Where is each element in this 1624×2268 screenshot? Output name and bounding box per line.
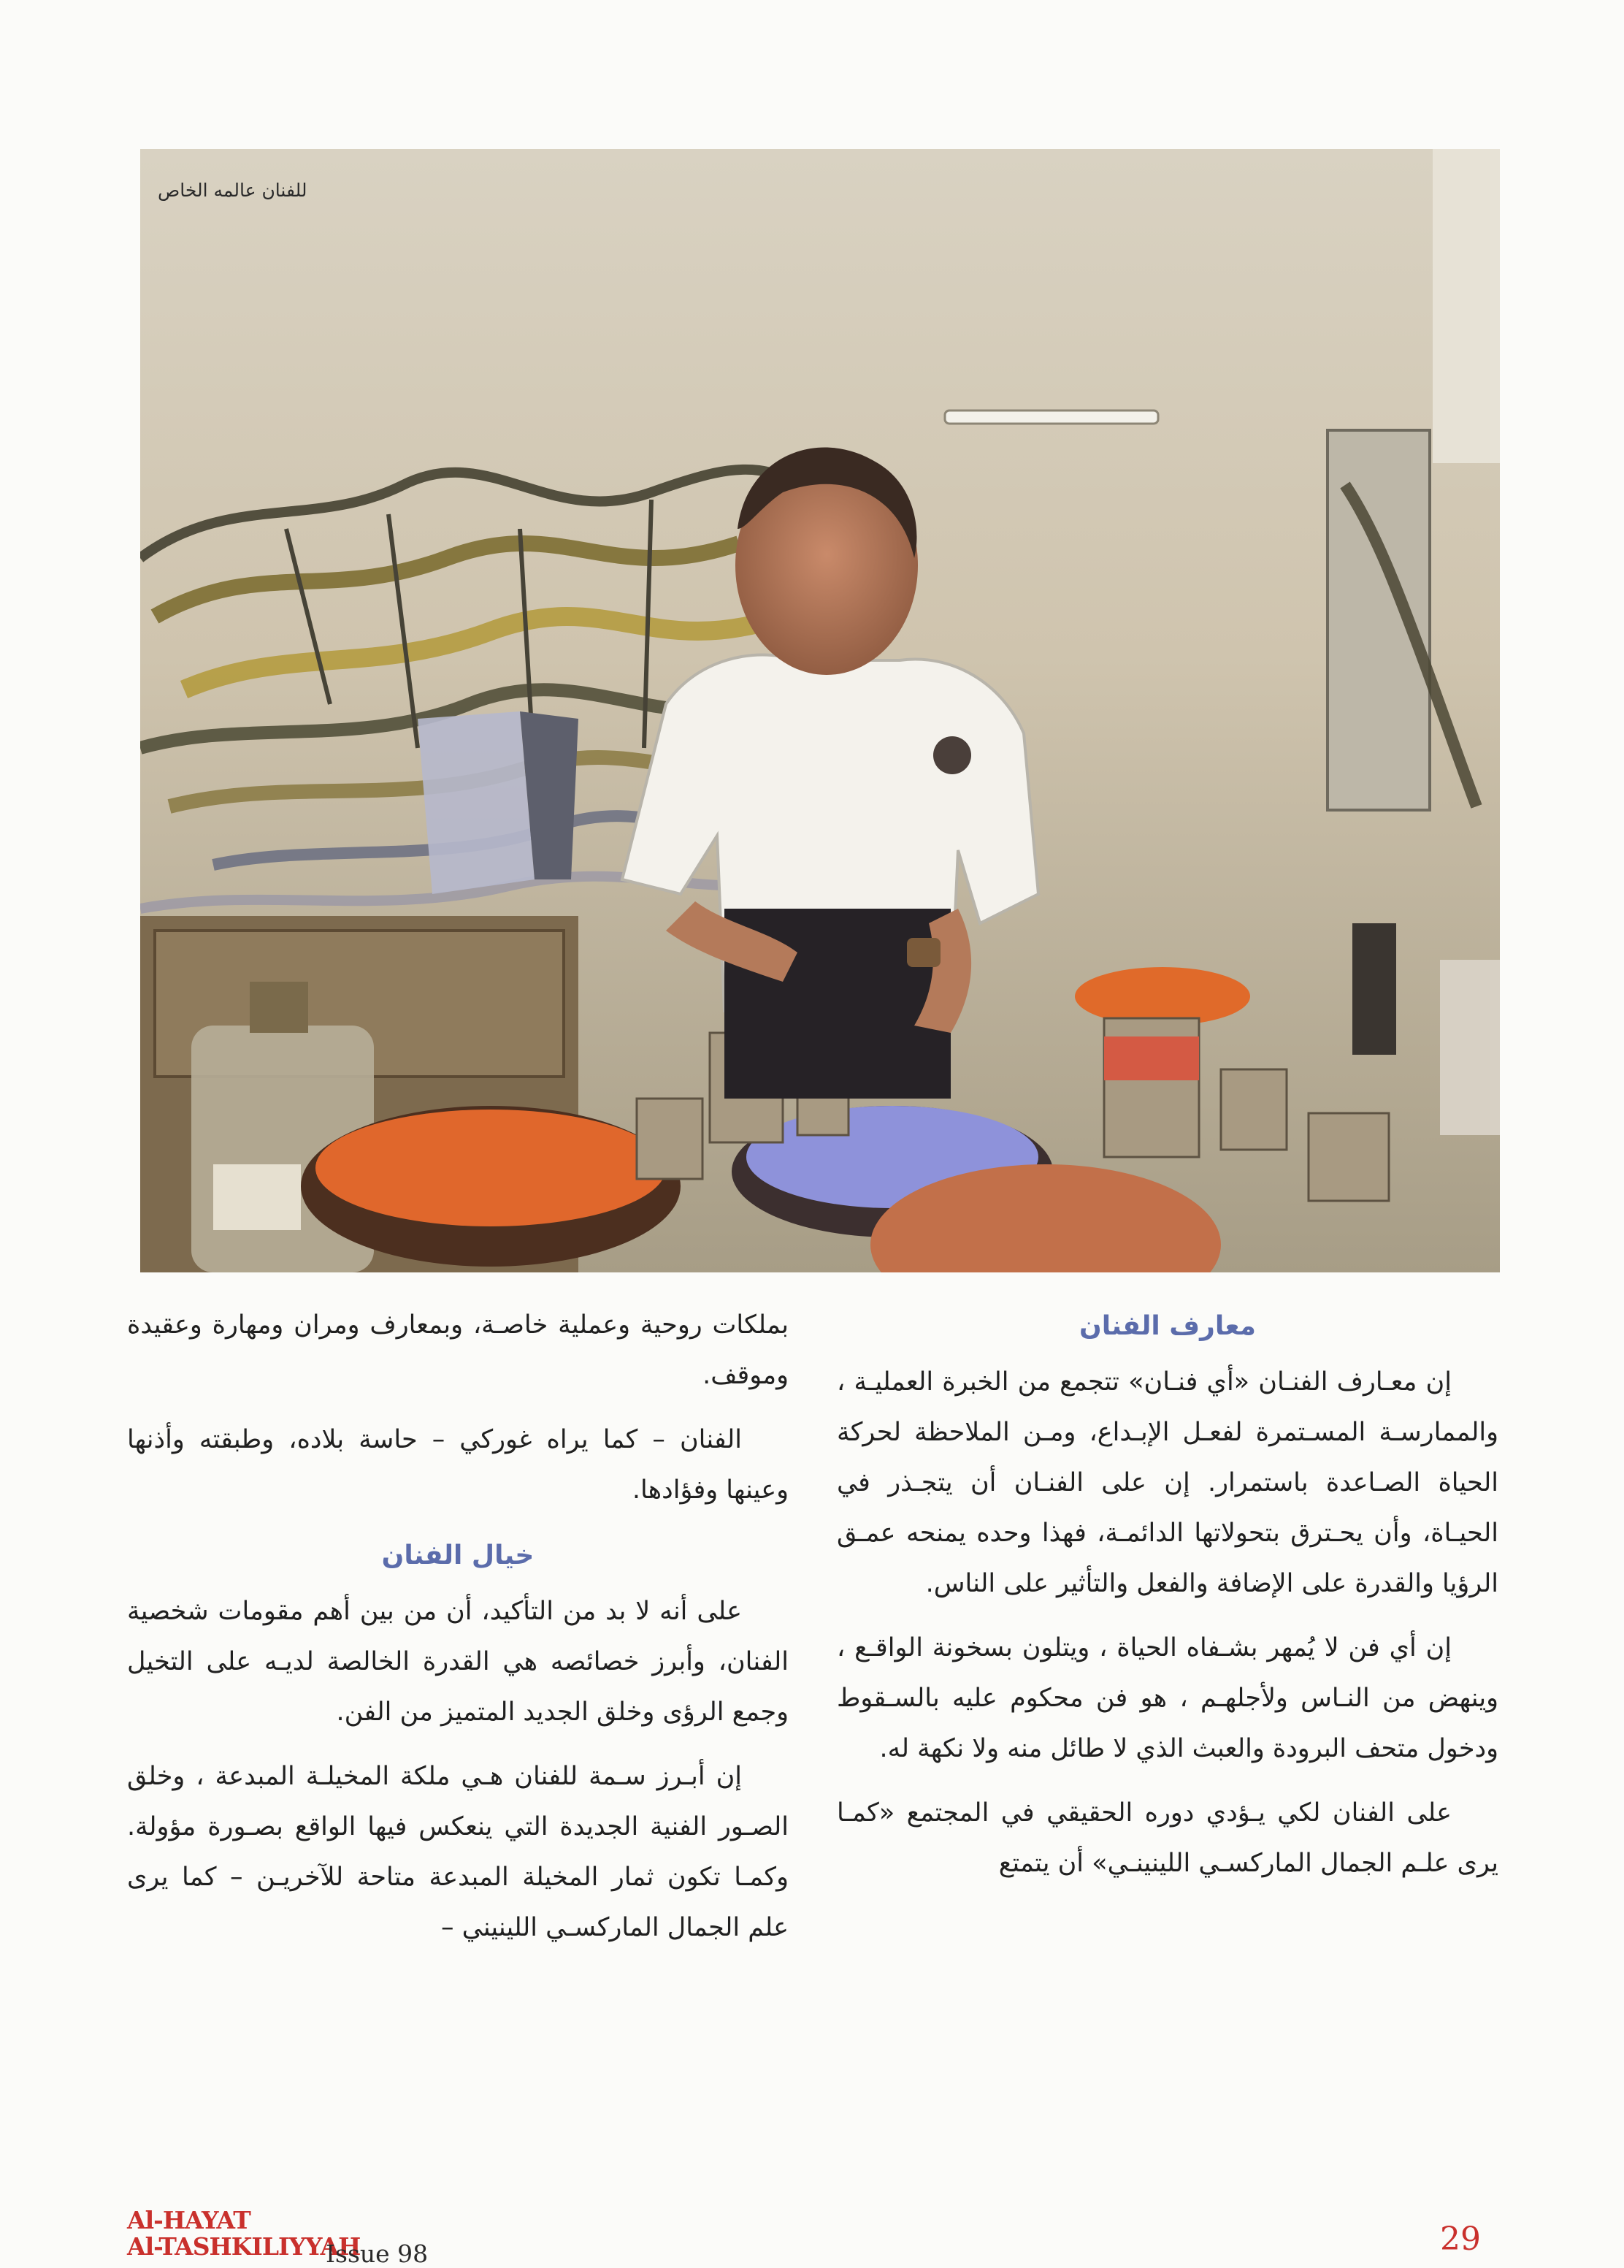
photo-illustration (140, 149, 1500, 1272)
paragraph-continuation: بملكات روحية وعملية خاصـة، وبمعارف ومران ومهارة وعقيدة وموقف. (127, 1310, 789, 1390)
paragraph: إن أي فن لا يُمهر بشـفاه الحياة ، ويتلون بسخونة الواقـع ، وينهض من النـاس ولأجلهـم ، هو فن محكوم عليه بالسـقوط ودخول متحف البرودة والعبث الذي لا طائل منه ولا نكهة له. (837, 1633, 1498, 1763)
photo-caption: للفنان عالمه الخاص (158, 180, 307, 201)
logo-line-2: Al-TASHKILIYYAH (127, 2232, 361, 2261)
right-column (837, 1300, 1498, 1903)
issue-label: Issue 98 (326, 2240, 429, 2268)
paragraph: على الفنان لكي يـؤدي دوره الحقيقي في المجتمع «كمـا يرى علـم الجمال الماركسـي اللينينـي» أن يتمتع (837, 1798, 1498, 1878)
paragraph: الفنان – كما يراه غوركي – حاسة بلاده، وطبقته وأذنها وعينها وفؤادها. (127, 1425, 789, 1505)
paragraph: على أنه لا بد من التأكيد، أن من بين أهم مقومات شخصية الفنان، وأبرز خصائصه هي القدرة الخالصة لديـه على التخيل وجمع الرؤى وخلق الجديد المتميز من الفن. (127, 1597, 789, 1727)
section-heading-artist-imagination: خيال الفنان (381, 1540, 535, 1570)
page-number: 29 (1440, 2221, 1481, 2258)
paragraph: إن أبـرز سـمة للفنان هـي ملكة المخيلـة المبدعة ، وخلق الصـور الفنية الجديدة التي ينعكس فيها الواقع بصـورة مؤولة. وكمـا تكون ثمار المخيلة المبدعة متاحة للآخريـن – كما يرى علم الجمال الماركسـي اللينيني – (127, 1762, 789, 1942)
left-column (127, 1300, 789, 1967)
section-heading-artist-knowledge: معارف الفنان (1079, 1311, 1256, 1341)
logo-line-1: Al-HAYAT (127, 2206, 250, 2234)
artist-studio-photo (140, 149, 1500, 1272)
paragraph: إن معـارف الفنـان «أي فنـان» تتجمع من الخبرة العمليـة ، والممارسـة المسـتمرة لفعـل الإبـداع، ومـن الملاحظة لحركة الحياة الصـاعدة باستمرار. إن على الفنـان أن يتجـذر في الحيـاة، وأن يحـترق بتحولاتها الدائمـة، فهذا وحده يمنحه عمـق الرؤيا والقدرة على الإضافة والفعل والتأثير على الناس. (837, 1367, 1498, 1598)
